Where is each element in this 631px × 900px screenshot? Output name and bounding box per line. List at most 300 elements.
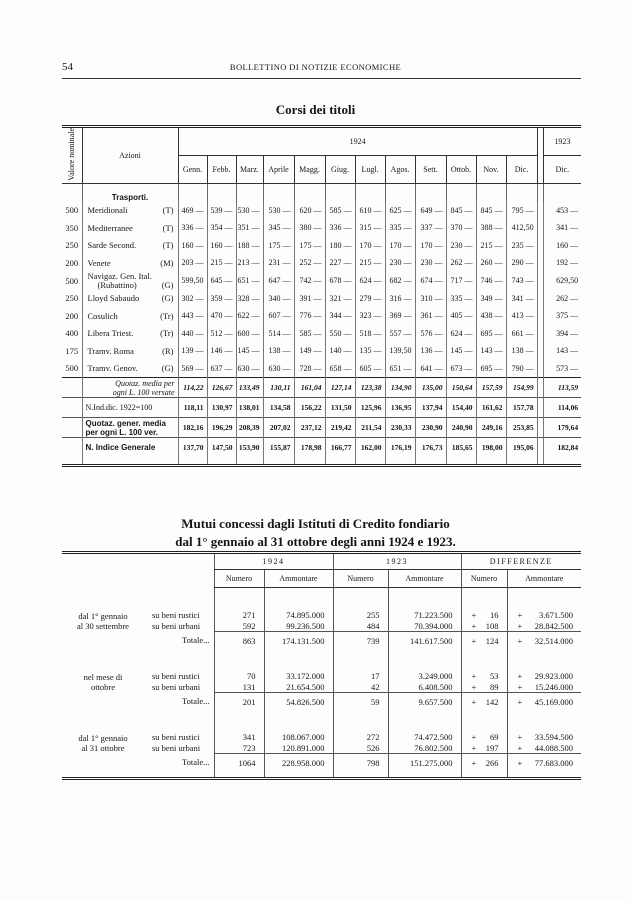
price-cell: 512 — xyxy=(207,325,236,343)
price-cell: 630 — xyxy=(263,360,294,378)
stock-name xyxy=(82,202,178,220)
nominal-value: 250 xyxy=(62,290,82,308)
stock-name xyxy=(82,342,178,360)
month-header: Ottob. xyxy=(446,156,476,183)
table2-title-line2: dal 1° gennaio al 31 ottobre degli anni 1924 e 1923. xyxy=(175,534,456,549)
stock-name xyxy=(82,237,178,255)
stock-name xyxy=(82,325,178,343)
price-cell: 160 — xyxy=(207,237,236,255)
price-cell: 413 — xyxy=(506,307,537,325)
price-cell: 262 — xyxy=(556,293,579,303)
page-number: 54 xyxy=(62,61,73,73)
price-cell: 629,50 xyxy=(556,276,579,286)
price-cell: 388 — xyxy=(476,219,506,237)
summary-value: 114,22 xyxy=(178,378,207,398)
diff-value: 32.514.000 xyxy=(534,635,573,646)
price-cell: 624 — xyxy=(446,325,476,343)
diff-value: 29.923.000 xyxy=(534,671,573,682)
summary-value: 154,99 xyxy=(506,378,537,398)
numero-cell: 42 xyxy=(333,682,388,693)
summary-value: 237,12 xyxy=(294,418,325,438)
exchange-tag: (T) xyxy=(162,240,174,251)
price-cell: 649 — xyxy=(415,202,446,220)
ammontare-cell: 21.654.500 xyxy=(264,682,333,693)
numero-cell: 341 xyxy=(214,732,264,743)
price-cell: 470 — xyxy=(207,307,236,325)
price-cell: 539 — xyxy=(207,202,236,220)
price-cell: 576 — xyxy=(415,325,446,343)
summary-value: 153,90 xyxy=(236,438,263,458)
row-label-text: su beni urbani xyxy=(152,621,201,631)
summary-value: 179,64 xyxy=(543,418,581,438)
numero-total: 739 xyxy=(333,632,388,650)
price-cell: 585 — xyxy=(325,202,355,220)
summary-label xyxy=(82,418,178,438)
nominal-value: 250 xyxy=(62,237,82,255)
diff-numero-cell xyxy=(461,671,507,682)
diff-ammontare-total xyxy=(507,693,581,711)
price-cell: 188 — xyxy=(236,237,263,255)
price-cell: 620 — xyxy=(294,202,325,220)
summary-value: 198,00 xyxy=(476,438,506,458)
col-ammontare: Ammontare xyxy=(507,570,581,588)
nominal-value: 500 xyxy=(62,202,82,220)
ammontare-cell: 33.172.000 xyxy=(264,671,333,682)
price-cell: 651 — xyxy=(236,272,263,290)
diff-value: 77.683.000 xyxy=(534,757,573,768)
price-cell: 647 — xyxy=(263,272,294,290)
price-cell: 453 — xyxy=(556,205,579,215)
exchange-tag: (G) xyxy=(161,363,174,374)
stock-name-text: Sarde Second. xyxy=(87,240,137,251)
diff-value: 44.088.500 xyxy=(534,742,573,753)
price-cell: 380 — xyxy=(294,219,325,237)
stock-name xyxy=(82,290,178,308)
price-cell: 138 — xyxy=(263,342,294,360)
diff-ammontare-cell xyxy=(507,671,581,682)
price-cell: 845 — xyxy=(476,202,506,220)
sign: + xyxy=(471,757,477,768)
nominal-value: 350 xyxy=(62,219,82,237)
gap-cell xyxy=(507,588,581,611)
month-header: Marz. xyxy=(236,156,263,183)
gap-cell xyxy=(214,710,264,732)
numero-total: 59 xyxy=(333,693,388,711)
ammontare-cell: 108.067.000 xyxy=(264,732,333,743)
total-row xyxy=(62,632,581,650)
month-header: Lugl. xyxy=(355,156,385,183)
summary-value: 207,02 xyxy=(263,418,294,438)
price-cell: 585 — xyxy=(294,325,325,343)
month-header: Nov. xyxy=(476,156,506,183)
summary-row xyxy=(62,438,581,458)
summary-label-line2: ogni L. 100 versate xyxy=(112,387,175,397)
col-numero: Numero xyxy=(333,570,388,588)
ammontare-total: 54.826.500 xyxy=(264,693,333,711)
price-cell: 323 — xyxy=(355,307,385,325)
summary-value: 134,90 xyxy=(385,378,415,398)
price-cell: 260 — xyxy=(476,254,506,272)
numero-total: 798 xyxy=(333,754,388,772)
diff-ammontare-cell xyxy=(507,621,581,632)
price-cell: 341 — xyxy=(556,223,579,233)
row-label xyxy=(144,610,214,621)
price-cell: 235 — xyxy=(506,237,537,255)
gap-cell xyxy=(333,710,388,732)
summary-value: 126,67 xyxy=(207,378,236,398)
nominal-value: 500 xyxy=(62,360,82,378)
price-cell: 557 — xyxy=(385,325,415,343)
price-cell: 370 — xyxy=(446,219,476,237)
summary-value: 195,06 xyxy=(506,438,537,458)
sign: + xyxy=(471,696,477,707)
row-label xyxy=(144,671,214,682)
summary-value: 176,19 xyxy=(385,438,415,458)
summary-value: 125,96 xyxy=(355,398,385,418)
diff-value: 45.169.000 xyxy=(534,696,573,707)
price-cell: 170 — xyxy=(355,237,385,255)
month-header: Giug. xyxy=(325,156,355,183)
group-gap xyxy=(62,588,581,611)
exchange-tag: (T) xyxy=(162,222,174,233)
period-label-line1: dal 1° gennaio xyxy=(78,732,128,743)
price-cell: 469 — xyxy=(178,202,207,220)
sign: + xyxy=(471,681,477,692)
sign: + xyxy=(517,742,523,753)
price-cell: 136 — xyxy=(415,342,446,360)
gap-cell xyxy=(461,710,507,732)
summary-value: 137,70 xyxy=(178,438,207,458)
price-cell: 336 — xyxy=(325,219,355,237)
diff-ammontare-cell xyxy=(507,682,581,693)
summary-value: 219,42 xyxy=(325,418,355,438)
row-label xyxy=(144,621,214,632)
sign: + xyxy=(517,671,523,682)
summary-value: 135,00 xyxy=(415,378,446,398)
price-cell: 262 — xyxy=(446,254,476,272)
summary-value: 253,85 xyxy=(506,418,537,438)
diff-value: 89 xyxy=(490,681,499,692)
price-cell: 170 — xyxy=(415,237,446,255)
row-label xyxy=(144,743,214,754)
numero-cell: 17 xyxy=(333,671,388,682)
col-numero: Numero xyxy=(214,570,264,588)
diff-value: 69 xyxy=(490,732,499,743)
stock-name-line2 xyxy=(88,281,178,290)
row-label xyxy=(144,732,214,743)
year-header-1924: 1924 xyxy=(214,553,333,570)
price-cell: 605 — xyxy=(355,360,385,378)
diff-ammontare-total xyxy=(507,632,581,650)
price-cell: 341 — xyxy=(506,290,537,308)
price-cell: 351 — xyxy=(236,219,263,237)
table-row xyxy=(62,290,581,308)
summary-value: 113,59 xyxy=(543,378,581,398)
diff-value: 15.246.000 xyxy=(534,681,573,692)
gap-cell xyxy=(62,710,144,732)
gap-cell xyxy=(388,649,461,671)
summary-label xyxy=(82,378,178,398)
price-cell: 145 — xyxy=(446,342,476,360)
section-trasporti: Trasporti. xyxy=(82,183,178,202)
price-cell: 550 — xyxy=(325,325,355,343)
ammontare-cell: 76.802.500 xyxy=(388,743,461,754)
diff-value: 197 xyxy=(485,742,499,753)
summary-value: 182,16 xyxy=(178,418,207,438)
numero-cell: 272 xyxy=(333,732,388,743)
mortgage-table xyxy=(62,551,581,780)
numero-cell: 271 xyxy=(214,610,264,621)
price-cell: 394 — xyxy=(556,328,579,338)
price-cell: 438 — xyxy=(476,307,506,325)
summary-value: 136,95 xyxy=(385,398,415,418)
stock-name-text: Lloyd Sabaudo xyxy=(87,293,140,304)
stock-name-line2-text: (Rubattino) xyxy=(97,279,137,290)
summary-value: 131,50 xyxy=(325,398,355,418)
price-cell: 230 — xyxy=(385,254,415,272)
price-cell: 143 — xyxy=(476,342,506,360)
stock-name-text: Meridionali xyxy=(87,205,128,216)
price-cell: 573 — xyxy=(556,363,579,373)
group-gap xyxy=(62,649,581,671)
table-row xyxy=(62,237,581,255)
month-header: Dic. xyxy=(506,156,537,183)
total-label-text: Totale... xyxy=(182,696,210,707)
ammontare-cell: 74.895.000 xyxy=(264,610,333,621)
price-cell: 369 — xyxy=(385,307,415,325)
price-cell: 139 — xyxy=(178,342,207,360)
ammontare-total: 174.131.500 xyxy=(264,632,333,650)
summary-label: N. Indice Generale xyxy=(82,438,178,458)
sign: + xyxy=(471,635,477,646)
price-cell: 359 — xyxy=(207,290,236,308)
price-cell: 405 — xyxy=(446,307,476,325)
price-cell: 203 — xyxy=(178,254,207,272)
diff-ammontare-total xyxy=(507,754,581,772)
ammontare-total: 228.958.000 xyxy=(264,754,333,772)
gap-cell xyxy=(144,649,214,671)
diff-value: 3.671.500 xyxy=(539,610,573,621)
price-cell: 252 — xyxy=(294,254,325,272)
price-cell: 440 — xyxy=(178,325,207,343)
summary-value: 178,98 xyxy=(294,438,325,458)
price-cell: 776 — xyxy=(294,307,325,325)
sign: + xyxy=(517,757,523,768)
gap-cell xyxy=(461,588,507,611)
row-label-text: su beni rustici xyxy=(152,671,200,682)
table1-title: Corsi dei titoli xyxy=(275,102,356,117)
summary-value: 196,29 xyxy=(207,418,236,438)
price-cell: 139,50 xyxy=(385,342,415,360)
diff-value: 28.842.500 xyxy=(534,620,573,631)
price-cell: 624 — xyxy=(355,272,385,290)
price-cell: 673 — xyxy=(446,360,476,378)
price-cell: 658 — xyxy=(325,360,355,378)
price-cell: 443 — xyxy=(178,307,207,325)
summary-value: 133,49 xyxy=(236,378,263,398)
table-row xyxy=(62,254,581,272)
price-cell: 230 — xyxy=(446,237,476,255)
summary-value: 114,06 xyxy=(543,398,581,418)
nominal-value: 400 xyxy=(62,325,82,343)
running-title: BOLLETTINO DI NOTIZIE ECONOMICHE xyxy=(229,62,402,72)
header-rule xyxy=(62,78,581,79)
summary-spacer xyxy=(62,438,82,458)
price-cell: 717 — xyxy=(446,272,476,290)
price-cell: 160 — xyxy=(178,237,207,255)
ammontare-cell: 120.891.000 xyxy=(264,743,333,754)
table-row xyxy=(62,325,581,343)
stock-name xyxy=(82,219,178,237)
gap-cell xyxy=(214,588,264,611)
price-cell: 135 — xyxy=(355,342,385,360)
numero-total: 1064 xyxy=(214,754,264,772)
price-cell: 695 — xyxy=(476,360,506,378)
summary-value: 155,87 xyxy=(263,438,294,458)
gap-cell xyxy=(507,649,581,671)
total-spacer xyxy=(62,693,144,711)
gap-cell xyxy=(62,649,144,671)
summary-value: 161,62 xyxy=(476,398,506,418)
price-cell: 335 — xyxy=(446,290,476,308)
summary-value: 138,01 xyxy=(236,398,263,418)
summary-value: 134,58 xyxy=(263,398,294,418)
month-header: Febb. xyxy=(207,156,236,183)
price-cell: 610 — xyxy=(355,202,385,220)
numero-total: 863 xyxy=(214,632,264,650)
diff-numero-total xyxy=(461,632,507,650)
price-cell: 215 — xyxy=(355,254,385,272)
nominal-value: 175 xyxy=(62,342,82,360)
stock-name-text: Venete xyxy=(87,257,111,268)
price-cell: 335 — xyxy=(385,219,415,237)
numero-cell: 484 xyxy=(333,621,388,632)
price-cell: 361 — xyxy=(415,307,446,325)
summary-label-line1: Quotaz. media per xyxy=(115,378,175,388)
col-ammontare: Ammontare xyxy=(264,570,333,588)
month-header: Agos. xyxy=(385,156,415,183)
price-cell: 140 — xyxy=(325,342,355,360)
gap-cell xyxy=(388,710,461,732)
diff-ammontare-cell xyxy=(507,610,581,621)
period-label-line2: al 31 ottobre xyxy=(81,742,125,753)
nominal-value: 200 xyxy=(62,254,82,272)
price-cell: 145 — xyxy=(236,342,263,360)
price-cell: 622 — xyxy=(236,307,263,325)
stock-name xyxy=(82,307,178,325)
col-valore-nominale: Valore nominale xyxy=(62,127,82,184)
price-cell: 637 — xyxy=(207,360,236,378)
summary-value: 118,11 xyxy=(178,398,207,418)
table-row xyxy=(62,202,581,220)
price-cell: 599,50 xyxy=(178,272,207,290)
summary-value: 211,54 xyxy=(355,418,385,438)
price-cell: 230 — xyxy=(415,254,446,272)
price-cell: 678 — xyxy=(325,272,355,290)
row-label-text: su beni urbani xyxy=(152,682,201,692)
summary-value: 161,04 xyxy=(294,378,325,398)
row-label-text: su beni urbani xyxy=(152,743,201,753)
diff-value: 108 xyxy=(485,620,499,631)
price-cell: 302 — xyxy=(178,290,207,308)
sign: + xyxy=(517,620,523,631)
price-cell: 175 — xyxy=(294,237,325,255)
stock-prices-table xyxy=(62,125,581,467)
sign: + xyxy=(471,620,477,631)
sign: + xyxy=(517,635,523,646)
numero-cell: 723 xyxy=(214,743,264,754)
ammontare-total: 9.657.500 xyxy=(388,693,461,711)
numero-cell: 526 xyxy=(333,743,388,754)
price-cell: 845 — xyxy=(446,202,476,220)
price-cell: 530 — xyxy=(263,202,294,220)
table-row xyxy=(62,360,581,378)
diff-numero-cell xyxy=(461,610,507,621)
summary-value: 162,00 xyxy=(355,438,385,458)
summary-value: 157,78 xyxy=(506,398,537,418)
price-cell: 290 — xyxy=(506,254,537,272)
stock-name-text: Mediterranee xyxy=(87,222,133,233)
price-cell: 180 — xyxy=(325,237,355,255)
price-cell: 630 — xyxy=(236,360,263,378)
total-label xyxy=(144,754,214,772)
month-header: Sett. xyxy=(415,156,446,183)
table2-title-line1: Mutui concessi dagli Istituti di Credito fondiario xyxy=(181,516,450,531)
period-label-line2: al 30 settembre xyxy=(77,620,129,631)
month-header-1923: Dic. xyxy=(543,156,581,183)
diff-numero-cell xyxy=(461,743,507,754)
stock-name xyxy=(82,272,178,290)
gap-cell xyxy=(62,588,144,611)
gap-cell xyxy=(144,588,214,611)
summary-value: 185,65 xyxy=(446,438,476,458)
summary-label-line2: per ogni L. 100 ver. xyxy=(85,427,158,437)
total-spacer xyxy=(62,754,144,772)
diff-numero-cell xyxy=(461,621,507,632)
summary-value: 157,59 xyxy=(476,378,506,398)
price-cell: 645 — xyxy=(207,272,236,290)
price-cell: 231 — xyxy=(263,254,294,272)
price-cell: 412,50 xyxy=(506,219,537,237)
summary-row xyxy=(62,418,581,438)
ammontare-cell: 71.223.500 xyxy=(388,610,461,621)
summary-label: N.Ind.dic. 1922=100 xyxy=(82,398,178,418)
stock-name-text: Libera Triest. xyxy=(87,328,134,339)
group-gap xyxy=(62,710,581,732)
price-cell: 391 — xyxy=(294,290,325,308)
table-row xyxy=(62,732,581,743)
price-cell: 215 — xyxy=(207,254,236,272)
price-cell: 349 — xyxy=(476,290,506,308)
price-cell: 742 — xyxy=(294,272,325,290)
summary-value: 147,50 xyxy=(207,438,236,458)
price-cell: 192 — xyxy=(556,258,579,268)
price-cell: 600 — xyxy=(236,325,263,343)
summary-value: 240,90 xyxy=(446,418,476,438)
ammontare-total: 151.275.000 xyxy=(388,754,461,772)
sign: + xyxy=(517,732,523,743)
price-cell: 674 — xyxy=(415,272,446,290)
price-cell: 641 — xyxy=(415,360,446,378)
ammontare-cell: 3.249.000 xyxy=(388,671,461,682)
diff-value: 266 xyxy=(485,757,499,768)
diff-value: 124 xyxy=(485,635,499,646)
gap-cell xyxy=(264,649,333,671)
year-header-1923: 1923 xyxy=(543,127,581,156)
numero-cell: 255 xyxy=(333,610,388,621)
gap-cell xyxy=(507,710,581,732)
exchange-tag: (G) xyxy=(161,293,174,304)
